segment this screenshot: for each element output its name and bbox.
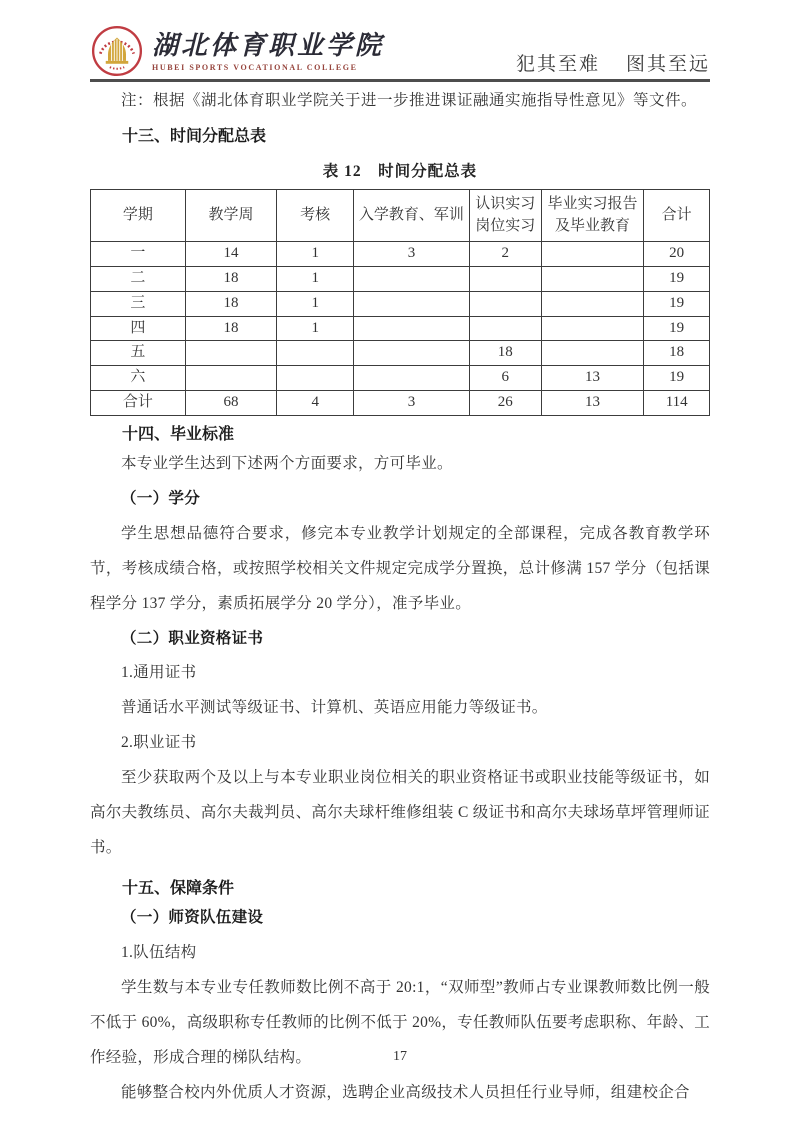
page-number: 17	[393, 1049, 407, 1064]
slogan-right: 图其至远	[625, 54, 710, 75]
table-cell: 68	[185, 390, 277, 415]
table-cell	[469, 267, 541, 292]
table-cell: 19	[644, 316, 710, 341]
table-cell: 五	[91, 341, 186, 366]
page-header	[90, 26, 710, 78]
table-cell: 合计	[91, 390, 186, 415]
table-cell: 1	[277, 242, 354, 267]
table-cell: 19	[644, 291, 710, 316]
table-header-cell: 学期	[91, 190, 186, 242]
slogan-left: 犯其至难	[515, 54, 600, 75]
table-row	[91, 390, 710, 415]
table-cell: 14	[185, 242, 277, 267]
table-cell: 四	[91, 316, 186, 341]
section14-item1-title: 1.通用证书	[121, 664, 197, 682]
section14-item2-title: 2.职业证书	[121, 734, 197, 752]
table-header-cell: 考核	[277, 190, 354, 242]
section14-sub1-para: 学生思想品德符合要求，修完本专业教学计划规定的全部课程，完成各教育教学环节，考核成绩合格，或按照学校相关文件规定完成学分置换，总计修满 157 学分（包括课程学分 137 学分，素质拓展学分 20 学分），准予毕业。	[90, 524, 710, 612]
section14-heading: 十四、毕业标准	[122, 425, 235, 443]
table-cell: 1	[277, 291, 354, 316]
table-cell: 13	[541, 390, 644, 415]
section15-heading: 十五、保障条件	[122, 879, 235, 897]
section15-item1-title: 1.队伍结构	[121, 944, 197, 962]
section15-item1-para: 学生数与本专业专任教师数比例不高于 20:1，“双师型”教师占专业课教师数比例一般不低于 60%，高级职称专任教师的比例不低于 20%，专任教师队伍要考虑职称、年龄、工作经验，形成合理的梯队结构。	[90, 979, 710, 1066]
table-cell: 2	[469, 242, 541, 267]
table-row	[91, 242, 710, 267]
table-cell	[185, 366, 277, 391]
table-cell: 6	[469, 366, 541, 391]
table-cell	[185, 341, 277, 366]
table-cell	[354, 267, 470, 292]
table-cell: 一	[91, 242, 186, 267]
table-cell	[541, 267, 644, 292]
table-cell	[277, 341, 354, 366]
table-cell: 18	[185, 291, 277, 316]
table-cell: 20	[644, 242, 710, 267]
table-cell	[354, 341, 470, 366]
table-caption: 表 12 时间分配总表	[322, 163, 478, 181]
table-cell: 1	[277, 316, 354, 341]
table-header-row	[91, 190, 710, 242]
section14-sub2-heading: （二）职业资格证书	[121, 629, 264, 647]
table-row	[91, 291, 710, 316]
table-cell: 1	[277, 267, 354, 292]
table-cell	[541, 341, 644, 366]
table-cell: 二	[91, 267, 186, 292]
table-row	[91, 267, 710, 292]
college-names	[152, 32, 384, 72]
table-cell: 18	[185, 267, 277, 292]
header-slogan	[516, 49, 710, 76]
table-cell	[354, 291, 470, 316]
table-row	[91, 316, 710, 341]
section15-sub1-heading: （一）师资队伍建设	[121, 909, 264, 927]
table-cell: 26	[469, 390, 541, 415]
table-head	[91, 190, 710, 242]
table-cell: 4	[277, 390, 354, 415]
table-header-cell: 毕业实习报告及毕业教育	[541, 190, 644, 242]
college-name-en: HUBEI SPORTS VOCATIONAL COLLEGE	[152, 62, 358, 72]
table-cell	[541, 316, 644, 341]
table-cell	[277, 366, 354, 391]
section14-intro: 本专业学生达到下述两个方面要求，方可毕业。	[121, 455, 453, 473]
table-cell	[469, 316, 541, 341]
table-body	[91, 242, 710, 415]
table-cell	[469, 291, 541, 316]
table-cell	[354, 366, 470, 391]
table-cell: 18	[644, 341, 710, 366]
section14-item2-para: 至少获取两个及以上与本专业职业岗位相关的职业资格证书或职业技能等级证书，如高尔夫教练员、高尔夫裁判员、高尔夫球杆维修组装 C 级证书和高尔夫球场草坪管理师证书。	[90, 769, 710, 856]
table-header-cell: 认识实习岗位实习	[469, 190, 541, 242]
section14-sub1-heading: （一）学分	[121, 490, 201, 508]
table-cell: 19	[644, 366, 710, 391]
table-row	[91, 341, 710, 366]
table-cell: 3	[354, 242, 470, 267]
table-cell: 3	[354, 390, 470, 415]
table-header-cell: 入学教育、军训	[354, 190, 470, 242]
table-cell: 18	[469, 341, 541, 366]
section13-heading: 十三、时间分配总表	[122, 127, 267, 145]
section14-item1-text: 普通话水平测试等级证书、计算机、英语应用能力等级证书。	[121, 699, 548, 717]
table-cell	[354, 316, 470, 341]
table-cell: 114	[644, 390, 710, 415]
table-cell: 19	[644, 267, 710, 292]
table-header-cell: 合计	[644, 190, 710, 242]
table-cell	[541, 291, 644, 316]
table-cell: 三	[91, 291, 186, 316]
table-cell: 18	[185, 316, 277, 341]
table-header-cell: 教学周	[185, 190, 277, 242]
table-row	[91, 366, 710, 391]
time-allocation-table	[90, 189, 710, 415]
header-rule	[90, 79, 710, 82]
table-cell: 六	[91, 366, 186, 391]
table-cell	[541, 242, 644, 267]
section15-para2: 能够整合校内外优质人才资源，选聘企业高级技术人员担任行业导师，组建校企合	[121, 1083, 690, 1101]
college-seal-icon	[90, 24, 144, 78]
table-cell: 13	[541, 366, 644, 391]
college-name-cn: 湖北体育职业学院	[152, 31, 385, 61]
note-line: 注：根据《湖北体育职业学院关于进一步推进课证融通实施指导性意见》等文件。	[121, 92, 698, 109]
